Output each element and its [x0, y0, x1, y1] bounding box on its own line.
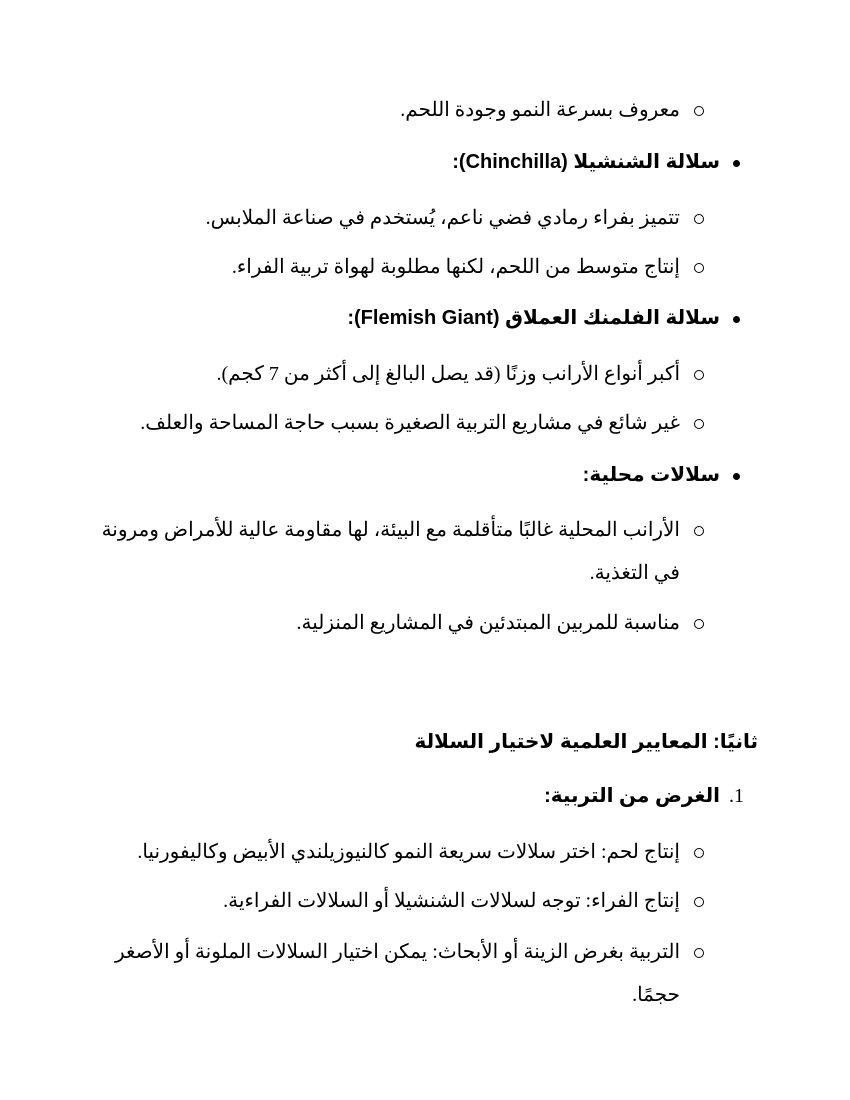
line-text: إنتاج لحم: اختر سلالات سريعة النمو كالنيوزيلندي الأبيض وكاليفورنيا. — [137, 841, 680, 863]
text-line — [0, 881, 850, 921]
line-text: غير شائع في مشاريع التربية الصغيرة بسبب حاجة المساحة والعلف. — [140, 412, 680, 434]
list-number: 1. — [729, 785, 744, 807]
text-line — [0, 354, 850, 394]
text-line — [0, 603, 850, 643]
text-line — [0, 776, 850, 816]
line-text: مناسبة للمربين المبتدئين في المشاريع المنزلية. — [296, 612, 680, 634]
line-text: حجمًا. — [632, 984, 680, 1006]
dot-bullet-icon — [733, 455, 740, 495]
line-text: تتميز بفراء رمادي فضي ناعم، يُستخدم في صناعة الملابس. — [205, 207, 680, 229]
line-text: معروف بسرعة النمو وجودة اللحم. — [400, 99, 680, 121]
text-line — [0, 198, 850, 238]
line-text: سلالة الشنشيلا (Chinchilla): — [452, 151, 720, 173]
circle-bullet-icon — [694, 932, 704, 972]
circle-bullet-icon — [694, 198, 704, 238]
section-heading — [0, 722, 850, 762]
line-text: ثانيًا: المعايير العلمية لاختيار السلالة — [414, 731, 758, 753]
circle-bullet-icon — [694, 403, 704, 443]
line-text: الأرانب المحلية غالبًا متأقلمة مع البيئة، لها مقاومة عالية للأمراض ومرونة — [101, 519, 680, 541]
text-line — [0, 247, 850, 287]
line-text: الغرض من التربية: — [544, 785, 720, 807]
line-text: أكبر أنواع الأرانب وزنًا (قد يصل البالغ إلى أكثر من 7 كجم). — [216, 363, 680, 385]
line-text: في التغذية. — [589, 562, 680, 584]
circle-bullet-icon — [694, 510, 704, 550]
line-text: التربية بغرض الزينة أو الأبحاث: يمكن اختيار السلالات الملونة أو الأصغر — [115, 941, 680, 963]
line-text: سلالات محلية: — [582, 464, 720, 486]
line-text: إنتاج متوسط من اللحم، لكنها مطلوبة لهواة تربية الفراء. — [231, 256, 680, 278]
line-text: سلالة الفلمنك العملاق (Flemish Giant): — [347, 307, 720, 329]
circle-bullet-icon — [694, 90, 704, 130]
bullet-heading — [0, 298, 850, 338]
text-line — [0, 403, 850, 443]
bullet-heading — [0, 142, 850, 182]
dot-bullet-icon — [733, 298, 740, 338]
text-line — [0, 510, 850, 550]
circle-bullet-icon — [694, 603, 704, 643]
text-line — [0, 932, 850, 972]
text-line — [0, 90, 850, 130]
text-line — [0, 553, 850, 593]
text-line — [0, 832, 850, 872]
circle-bullet-icon — [694, 354, 704, 394]
dot-bullet-icon — [733, 142, 740, 182]
bullet-heading — [0, 455, 850, 495]
text-line — [0, 975, 850, 1015]
circle-bullet-icon — [694, 247, 704, 287]
line-text: إنتاج الفراء: توجه لسلالات الشنشيلا أو السلالات الفراءية. — [223, 890, 680, 912]
circle-bullet-icon — [694, 832, 704, 872]
circle-bullet-icon — [694, 881, 704, 921]
